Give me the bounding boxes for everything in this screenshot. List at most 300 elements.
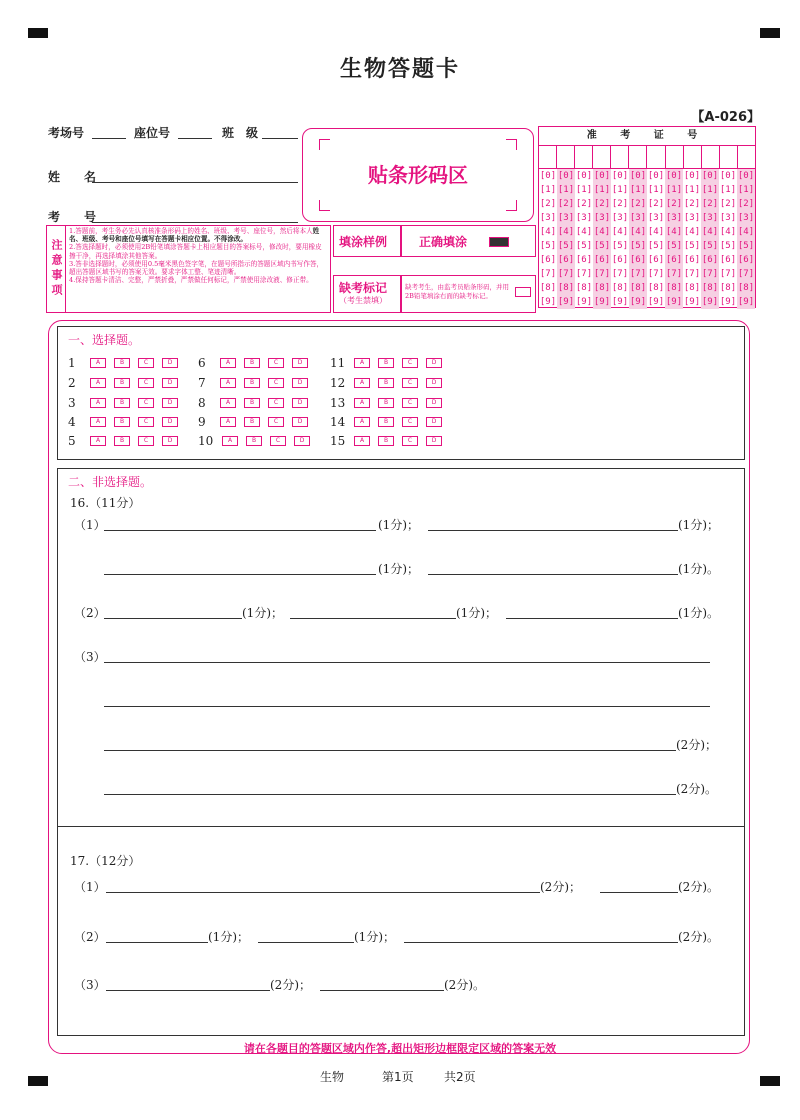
choice-bubble-c[interactable]: C bbox=[268, 378, 284, 388]
ticket-digit-bubble[interactable]: [8] bbox=[557, 283, 575, 293]
choice-bubble-c[interactable]: C bbox=[138, 436, 154, 446]
choice-bubble-b[interactable]: B bbox=[378, 417, 394, 427]
name-field[interactable] bbox=[92, 182, 298, 183]
choice-bubble-a[interactable]: A bbox=[220, 358, 236, 368]
ticket-digit-bubble[interactable]: [9] bbox=[557, 297, 575, 307]
q16-2-score-b: (1分)； bbox=[456, 606, 497, 620]
q16-1-blank-b[interactable] bbox=[428, 530, 678, 531]
ticket-digit-bubble[interactable]: [9] bbox=[629, 297, 647, 307]
ticket-write-boxes[interactable] bbox=[539, 146, 755, 169]
notes-box bbox=[46, 225, 331, 313]
ticket-digit-bubble[interactable]: [5] bbox=[629, 241, 647, 251]
choice-bubble-a[interactable]: A bbox=[354, 358, 370, 368]
choice-bubble-b[interactable]: B bbox=[246, 436, 262, 446]
q17-3-score-a: (2分)； bbox=[270, 978, 311, 992]
q17-part1-label: （1） bbox=[74, 880, 106, 894]
ticket-digit-bubble[interactable]: [2] bbox=[701, 199, 719, 209]
ticket-digit-bubble[interactable]: [7] bbox=[737, 269, 755, 279]
choice-bubble-a[interactable]: A bbox=[220, 417, 236, 427]
ticket-digit-bubble[interactable]: [8] bbox=[629, 283, 647, 293]
ticket-digit-bubble[interactable]: [6] bbox=[719, 255, 737, 265]
choice-number: 1 bbox=[68, 356, 76, 370]
choice-bubble-b[interactable]: B bbox=[244, 358, 260, 368]
choice-number: 2 bbox=[68, 376, 76, 390]
ticket-digit-bubble[interactable]: [0] bbox=[575, 171, 593, 181]
choice-number: 14 bbox=[330, 415, 346, 429]
ticket-digit-bubble[interactable]: [1] bbox=[647, 185, 665, 195]
ticket-digit-bubble[interactable]: [2] bbox=[737, 199, 755, 209]
absent-mark-box[interactable] bbox=[515, 287, 531, 297]
ticket-digit-bubble[interactable]: [5] bbox=[719, 241, 737, 251]
choice-bubble-b[interactable]: B bbox=[114, 417, 130, 427]
q17-2-score-b: (1分)； bbox=[354, 930, 395, 944]
choice-bubble-c[interactable]: C bbox=[268, 417, 284, 427]
q16-2-blank-c[interactable] bbox=[506, 618, 678, 619]
ticket-digit-bubble[interactable]: [7] bbox=[647, 269, 665, 279]
ticket-digit-bubble[interactable]: [2] bbox=[593, 199, 611, 209]
choice-bubble-c[interactable]: C bbox=[138, 358, 154, 368]
ticket-digit-bubble[interactable]: [4] bbox=[593, 227, 611, 237]
barcode-label: 贴条形码区 bbox=[368, 163, 468, 187]
ticket-digit-rows[interactable] bbox=[539, 169, 755, 309]
ticket-digit-bubble[interactable]: [5] bbox=[737, 241, 755, 251]
ticket-digit-row[interactable] bbox=[539, 295, 755, 309]
card-code: 【A-026】 bbox=[691, 110, 760, 125]
ticket-digit-bubble[interactable]: [7] bbox=[575, 269, 593, 279]
choice-question bbox=[198, 376, 308, 390]
answer-area-warning: 请在各题目的答题区域内作答,超出矩形边框限定区域的答案无效 bbox=[243, 1042, 557, 1055]
ticket-digit-bubble[interactable]: [6] bbox=[593, 255, 611, 265]
q16-3-score-b: (2分)。 bbox=[676, 782, 717, 796]
ticket-digit-bubble[interactable]: [5] bbox=[539, 241, 557, 251]
ticket-digit-bubble[interactable]: [7] bbox=[701, 269, 719, 279]
choice-bubble-d[interactable]: D bbox=[162, 378, 178, 388]
choice-bubble-c[interactable]: C bbox=[138, 417, 154, 427]
choice-bubble-c[interactable]: C bbox=[402, 398, 418, 408]
ticket-digit-bubble[interactable]: [3] bbox=[701, 213, 719, 223]
ticket-digit-bubble[interactable]: [8] bbox=[683, 283, 701, 293]
corner-mark-tl bbox=[28, 28, 48, 38]
ticket-digit-row[interactable] bbox=[539, 183, 755, 197]
ticket-digit-bubble[interactable]: [9] bbox=[683, 297, 701, 307]
ticket-digit-bubble[interactable]: [7] bbox=[719, 269, 737, 279]
ticket-digit-bubble[interactable]: [9] bbox=[539, 297, 557, 307]
ticket-digit-bubble[interactable]: [1] bbox=[557, 185, 575, 195]
q16-2-blank-b[interactable] bbox=[290, 618, 456, 619]
ticket-digit-bubble[interactable]: [3] bbox=[719, 213, 737, 223]
ticket-digit-bubble[interactable]: [1] bbox=[611, 185, 629, 195]
ticket-digit-row[interactable] bbox=[539, 169, 755, 183]
q16-3-line-4[interactable] bbox=[104, 794, 676, 795]
absent-desc: 缺考考生，由监考员贴条形码，并用2B铅笔填涂右面的缺考标记。 bbox=[405, 283, 509, 300]
choice-number: 9 bbox=[198, 415, 206, 429]
absent-sub-label: （考生禁填） bbox=[339, 296, 387, 305]
choice-bubble-b[interactable]: B bbox=[244, 378, 260, 388]
ticket-digit-bubble[interactable]: [4] bbox=[557, 227, 575, 237]
choice-bubble-c[interactable]: C bbox=[138, 398, 154, 408]
ticket-digit-bubble[interactable]: [4] bbox=[647, 227, 665, 237]
q17-3-blank-b[interactable] bbox=[320, 990, 444, 991]
ticket-digit-bubble[interactable]: [4] bbox=[629, 227, 647, 237]
ticket-digit-row[interactable] bbox=[539, 267, 755, 281]
q17-2-score-c: (2分)。 bbox=[678, 930, 719, 944]
ticket-digit-bubble[interactable]: [5] bbox=[683, 241, 701, 251]
ticket-digit-bubble[interactable]: [5] bbox=[593, 241, 611, 251]
choice-bubble-a[interactable]: A bbox=[90, 417, 106, 427]
choice-section-title: 一、选择题。 bbox=[68, 333, 141, 347]
choice-bubble-d[interactable]: D bbox=[426, 417, 442, 427]
ticket-digit-bubble[interactable]: [1] bbox=[683, 185, 701, 195]
ticket-digit-bubble[interactable]: [8] bbox=[539, 283, 557, 293]
footer-page: 第1页 bbox=[382, 1070, 414, 1084]
q16-part1-label: （1） bbox=[74, 518, 106, 532]
name-label: 姓 名 bbox=[48, 170, 97, 184]
choice-bubble-a[interactable]: A bbox=[354, 398, 370, 408]
q16-2-score-a: (1分)； bbox=[242, 606, 283, 620]
choice-question bbox=[330, 396, 442, 410]
q16-3-line-2[interactable] bbox=[104, 706, 710, 707]
choice-bubble-b[interactable]: B bbox=[244, 417, 260, 427]
ticket-digit-bubble[interactable]: [6] bbox=[665, 255, 683, 265]
choice-question bbox=[330, 376, 442, 390]
ticket-digit-row[interactable] bbox=[539, 253, 755, 267]
ticket-digit-bubble[interactable]: [9] bbox=[575, 297, 593, 307]
choice-bubble-d[interactable]: D bbox=[162, 358, 178, 368]
ticket-digit-bubble[interactable]: [8] bbox=[647, 283, 665, 293]
ticket-digit-bubble[interactable]: [0] bbox=[647, 171, 665, 181]
ticket-digit-row[interactable] bbox=[539, 225, 755, 239]
ticket-digit-bubble[interactable]: [9] bbox=[665, 297, 683, 307]
q17-1-blank-a[interactable] bbox=[106, 892, 540, 893]
choice-question bbox=[68, 376, 178, 390]
ticket-digit-bubble[interactable]: [2] bbox=[629, 199, 647, 209]
correct-fill-mark bbox=[489, 237, 509, 247]
choice-bubble-a[interactable]: A bbox=[90, 436, 106, 446]
ticket-digit-bubble[interactable]: [6] bbox=[539, 255, 557, 265]
notes-label: 注意事项 bbox=[47, 226, 66, 312]
ticket-digit-bubble[interactable]: [2] bbox=[575, 199, 593, 209]
choice-number: 7 bbox=[198, 376, 206, 390]
choice-question bbox=[198, 415, 308, 429]
non-choice-section bbox=[57, 468, 745, 1036]
ticket-digit-bubble[interactable]: [0] bbox=[683, 171, 701, 181]
q17-head: 17.（12分） bbox=[70, 854, 141, 868]
ticket-digit-bubble[interactable]: [8] bbox=[701, 283, 719, 293]
choice-bubble-a[interactable]: A bbox=[354, 378, 370, 388]
ticket-digit-bubble[interactable]: [6] bbox=[647, 255, 665, 265]
choice-bubble-c[interactable]: C bbox=[402, 358, 418, 368]
ticket-digit-bubble[interactable]: [3] bbox=[557, 213, 575, 223]
ticket-digit-bubble[interactable]: [6] bbox=[611, 255, 629, 265]
ticket-digit-bubble[interactable]: [9] bbox=[701, 297, 719, 307]
choice-bubble-b[interactable]: B bbox=[244, 398, 260, 408]
ticket-label: 准 考 证 号 bbox=[539, 127, 755, 146]
ticket-digit-bubble[interactable]: [4] bbox=[575, 227, 593, 237]
ticket-digit-bubble[interactable]: [8] bbox=[575, 283, 593, 293]
ticket-digit-bubble[interactable]: [4] bbox=[719, 227, 737, 237]
q16-3-line-3[interactable] bbox=[104, 750, 676, 751]
ticket-digit-bubble[interactable]: [4] bbox=[665, 227, 683, 237]
ticket-digit-bubble[interactable]: [5] bbox=[575, 241, 593, 251]
choice-question bbox=[198, 356, 308, 370]
choice-bubble-b[interactable]: B bbox=[378, 358, 394, 368]
fill-sample-label: 填涂样例 bbox=[339, 235, 388, 249]
ticket-digit-bubble[interactable]: [4] bbox=[539, 227, 557, 237]
ticket-digit-bubble[interactable]: [2] bbox=[539, 199, 557, 209]
choice-bubble-d[interactable]: D bbox=[294, 436, 310, 446]
q16-2-score-c: (1分)。 bbox=[678, 606, 719, 620]
correct-fill-label: 正确填涂 bbox=[419, 235, 468, 249]
ticket-digit-bubble[interactable]: [9] bbox=[737, 297, 755, 307]
q16-part2-label: （2） bbox=[74, 606, 106, 620]
choice-number: 12 bbox=[330, 376, 346, 390]
ticket-number-grid bbox=[538, 126, 756, 308]
room-field[interactable] bbox=[92, 138, 126, 139]
absent-label: 缺考标记 bbox=[339, 281, 388, 295]
choice-bubble-b[interactable]: B bbox=[114, 378, 130, 388]
ticket-digit-bubble[interactable]: [1] bbox=[575, 185, 593, 195]
q17-part3-label: （3） bbox=[74, 978, 106, 992]
choice-number: 4 bbox=[68, 415, 76, 429]
q16-1-score-b: (1分)； bbox=[678, 518, 719, 532]
ticket-digit-bubble[interactable]: [7] bbox=[539, 269, 557, 279]
choice-bubble-c[interactable]: C bbox=[402, 378, 418, 388]
q16-3-line-1[interactable] bbox=[104, 662, 710, 663]
choice-bubble-d[interactable]: D bbox=[162, 436, 178, 446]
choice-bubble-c[interactable]: C bbox=[270, 436, 286, 446]
choice-bubble-d[interactable]: D bbox=[426, 436, 442, 446]
choice-question bbox=[198, 434, 310, 448]
class-label: 班 级 bbox=[222, 126, 259, 140]
q17-1-score-a: (2分)； bbox=[540, 880, 581, 894]
choice-bubble-b[interactable]: B bbox=[114, 436, 130, 446]
ticket-digit-bubble[interactable]: [3] bbox=[539, 213, 557, 223]
q17-2-blank-a[interactable] bbox=[106, 942, 208, 943]
room-label: 考场号 bbox=[48, 126, 85, 140]
ticket-digit-bubble[interactable]: [1] bbox=[539, 185, 557, 195]
ticket-digit-bubble[interactable]: [6] bbox=[701, 255, 719, 265]
q17-part2-label: （2） bbox=[74, 930, 106, 944]
ticket-digit-bubble[interactable]: [1] bbox=[719, 185, 737, 195]
ticket-digit-bubble[interactable]: [3] bbox=[593, 213, 611, 223]
ticket-digit-bubble[interactable]: [3] bbox=[611, 213, 629, 223]
q16-1-score-d: (1分)。 bbox=[678, 562, 719, 576]
choice-bubble-d[interactable]: D bbox=[292, 378, 308, 388]
ticket-digit-bubble[interactable]: [3] bbox=[683, 213, 701, 223]
choice-bubble-c[interactable]: C bbox=[138, 378, 154, 388]
seat-field[interactable] bbox=[178, 138, 212, 139]
ticket-digit-bubble[interactable]: [2] bbox=[719, 199, 737, 209]
choice-bubble-d[interactable]: D bbox=[292, 358, 308, 368]
ticket-digit-bubble[interactable]: [8] bbox=[719, 283, 737, 293]
choice-bubble-c[interactable]: C bbox=[402, 436, 418, 446]
exam-no-label: 考 号 bbox=[48, 210, 97, 224]
ticket-digit-bubble[interactable]: [5] bbox=[611, 241, 629, 251]
ticket-digit-bubble[interactable]: [2] bbox=[665, 199, 683, 209]
ticket-digit-bubble[interactable]: [7] bbox=[557, 269, 575, 279]
choice-number: 5 bbox=[68, 434, 76, 448]
choice-number: 13 bbox=[330, 396, 346, 410]
q17-1-score-b: (2分)。 bbox=[678, 880, 719, 894]
q17-1-blank-b[interactable] bbox=[600, 892, 678, 893]
ticket-digit-bubble[interactable]: [4] bbox=[701, 227, 719, 237]
choice-number: 11 bbox=[330, 356, 346, 370]
q16-2-blank-a[interactable] bbox=[104, 618, 242, 619]
choice-bubble-b[interactable]: B bbox=[378, 378, 394, 388]
q16-1-score-c: (1分)； bbox=[378, 562, 419, 576]
choice-bubble-a[interactable]: A bbox=[90, 358, 106, 368]
ticket-digit-bubble[interactable]: [1] bbox=[701, 185, 719, 195]
ticket-digit-bubble[interactable]: [4] bbox=[611, 227, 629, 237]
ticket-digit-bubble[interactable]: [2] bbox=[683, 199, 701, 209]
non-choice-section-title: 二、非选择题。 bbox=[68, 475, 153, 489]
ticket-digit-bubble[interactable]: [2] bbox=[647, 199, 665, 209]
ticket-digit-bubble[interactable]: [5] bbox=[665, 241, 683, 251]
choice-bubble-d[interactable]: D bbox=[426, 358, 442, 368]
choice-question bbox=[68, 415, 178, 429]
q17-3-score-b: (2分)。 bbox=[444, 978, 485, 992]
choice-bubble-a[interactable]: A bbox=[222, 436, 238, 446]
choice-bubble-c[interactable]: C bbox=[268, 398, 284, 408]
ticket-digit-bubble[interactable]: [9] bbox=[647, 297, 665, 307]
choice-question bbox=[198, 396, 308, 410]
ticket-digit-bubble[interactable]: [7] bbox=[683, 269, 701, 279]
q16-head: 16.（11分） bbox=[70, 496, 141, 510]
q16-1-blank-d[interactable] bbox=[428, 574, 678, 575]
ticket-digit-bubble[interactable]: [3] bbox=[629, 213, 647, 223]
ticket-digit-bubble[interactable]: [8] bbox=[665, 283, 683, 293]
ticket-digit-row[interactable] bbox=[539, 281, 755, 295]
choice-bubble-a[interactable]: A bbox=[354, 417, 370, 427]
corner-mark-br bbox=[760, 1076, 780, 1086]
ticket-digit-bubble[interactable]: [0] bbox=[665, 171, 683, 181]
ticket-digit-bubble[interactable]: [8] bbox=[593, 283, 611, 293]
q16-1-score-a: (1分)； bbox=[378, 518, 419, 532]
ticket-digit-bubble[interactable]: [6] bbox=[629, 255, 647, 265]
ticket-digit-bubble[interactable]: [8] bbox=[611, 283, 629, 293]
choice-bubble-d[interactable]: D bbox=[162, 417, 178, 427]
choice-bubble-d[interactable]: D bbox=[292, 398, 308, 408]
q17-2-score-a: (1分)； bbox=[208, 930, 249, 944]
ticket-digit-bubble[interactable]: [9] bbox=[593, 297, 611, 307]
ticket-digit-bubble[interactable]: [1] bbox=[665, 185, 683, 195]
choice-number: 15 bbox=[330, 434, 346, 448]
ticket-digit-bubble[interactable]: [0] bbox=[719, 171, 737, 181]
ticket-digit-bubble[interactable]: [1] bbox=[593, 185, 611, 195]
choice-bubble-d[interactable]: D bbox=[426, 398, 442, 408]
seat-label: 座位号 bbox=[134, 126, 171, 140]
choice-bubble-b[interactable]: B bbox=[378, 398, 394, 408]
ticket-digit-row[interactable] bbox=[539, 211, 755, 225]
choice-question bbox=[68, 434, 178, 448]
class-field[interactable] bbox=[262, 138, 298, 139]
choice-question bbox=[68, 356, 178, 370]
ticket-digit-bubble[interactable]: [7] bbox=[593, 269, 611, 279]
q17-2-blank-b[interactable] bbox=[258, 942, 354, 943]
choice-number: 8 bbox=[198, 396, 206, 410]
ticket-digit-row[interactable] bbox=[539, 197, 755, 211]
ticket-digit-bubble[interactable]: [2] bbox=[611, 199, 629, 209]
choice-bubble-a[interactable]: A bbox=[220, 398, 236, 408]
ticket-digit-bubble[interactable]: [6] bbox=[737, 255, 755, 265]
ticket-digit-bubble[interactable]: [0] bbox=[737, 171, 755, 181]
choice-bubble-b[interactable]: B bbox=[114, 358, 130, 368]
exam-no-field[interactable] bbox=[92, 222, 298, 223]
ticket-digit-bubble[interactable]: [7] bbox=[611, 269, 629, 279]
ticket-digit-bubble[interactable]: [9] bbox=[719, 297, 737, 307]
q16-part3-label: （3） bbox=[74, 650, 106, 664]
ticket-digit-bubble[interactable]: [5] bbox=[557, 241, 575, 251]
choice-bubble-d[interactable]: D bbox=[292, 417, 308, 427]
ticket-digit-bubble[interactable]: [5] bbox=[701, 241, 719, 251]
choice-bubble-b[interactable]: B bbox=[378, 436, 394, 446]
ticket-digit-bubble[interactable]: [1] bbox=[737, 185, 755, 195]
ticket-digit-bubble[interactable]: [2] bbox=[557, 199, 575, 209]
ticket-digit-bubble[interactable]: [0] bbox=[557, 171, 575, 181]
choice-bubble-a[interactable]: A bbox=[220, 378, 236, 388]
choice-bubble-b[interactable]: B bbox=[114, 398, 130, 408]
choice-bubble-a[interactable]: A bbox=[90, 378, 106, 388]
q17-3-blank-a[interactable] bbox=[106, 990, 270, 991]
q16-1-blank-a[interactable] bbox=[104, 530, 376, 531]
ticket-digit-bubble[interactable]: [7] bbox=[665, 269, 683, 279]
corner-mark-tr bbox=[760, 28, 780, 38]
choice-bubble-d[interactable]: D bbox=[162, 398, 178, 408]
choice-bubble-a[interactable]: A bbox=[90, 398, 106, 408]
choice-bubble-d[interactable]: D bbox=[426, 378, 442, 388]
ticket-digit-bubble[interactable]: [0] bbox=[593, 171, 611, 181]
ticket-digit-bubble[interactable]: [0] bbox=[611, 171, 629, 181]
choice-bubble-c[interactable]: C bbox=[402, 417, 418, 427]
ticket-digit-bubble[interactable]: [0] bbox=[701, 171, 719, 181]
page-title: 生物答题卡 bbox=[339, 56, 460, 82]
ticket-digit-bubble[interactable]: [1] bbox=[629, 185, 647, 195]
ticket-digit-bubble[interactable]: [3] bbox=[575, 213, 593, 223]
ticket-digit-bubble[interactable]: [6] bbox=[683, 255, 701, 265]
notes-text: 1.答题前，考生务必先认真核准条形码上的姓名、班级、考号、座位号，然后将本人姓名、班级、考号和座位号填写在答题卡相应位置。不得涂改。 2.答选择题时，必须使用2B铅笔填涂答题卡上相应题目的答案标号，修改时，要用橡皮擦干净，再选择填涂其他答案。 3.答非选择题时，必须使用0.5毫米黑色签字笔，在题号所指示的答题区域内书写作答，超出答题区域书写的答案无效。要求字体工整、笔迹清晰。 4.保持答题卡清洁、完整，严禁折叠，严禁做任何标记，严禁使用涂改液、修正带。 bbox=[69, 227, 324, 285]
ticket-digit-bubble[interactable]: [0] bbox=[629, 171, 647, 181]
q16-3-score-a: (2分)； bbox=[676, 738, 717, 752]
q-divider bbox=[57, 826, 745, 827]
ticket-digit-row[interactable] bbox=[539, 239, 755, 253]
ticket-digit-bubble[interactable]: [7] bbox=[629, 269, 647, 279]
footer-subject: 生物 bbox=[320, 1070, 345, 1084]
choice-bubble-a[interactable]: A bbox=[354, 436, 370, 446]
ticket-digit-bubble[interactable]: [3] bbox=[665, 213, 683, 223]
q17-2-blank-c[interactable] bbox=[404, 942, 678, 943]
ticket-digit-bubble[interactable]: [0] bbox=[539, 171, 557, 181]
footer-total: 共2页 bbox=[444, 1070, 476, 1084]
choice-number: 3 bbox=[68, 396, 76, 410]
corner-mark-bl bbox=[28, 1076, 48, 1086]
ticket-digit-bubble[interactable]: [5] bbox=[647, 241, 665, 251]
q16-1-blank-c[interactable] bbox=[104, 574, 376, 575]
ticket-digit-bubble[interactable]: [4] bbox=[683, 227, 701, 237]
choice-question bbox=[330, 356, 442, 370]
ticket-digit-bubble[interactable]: [3] bbox=[737, 213, 755, 223]
choice-number: 6 bbox=[198, 356, 206, 370]
choice-question bbox=[68, 396, 178, 410]
ticket-digit-bubble[interactable]: [6] bbox=[557, 255, 575, 265]
choice-question bbox=[330, 434, 442, 448]
choice-question bbox=[330, 415, 442, 429]
ticket-digit-bubble[interactable]: [9] bbox=[611, 297, 629, 307]
ticket-digit-bubble[interactable]: [8] bbox=[737, 283, 755, 293]
ticket-digit-bubble[interactable]: [3] bbox=[647, 213, 665, 223]
ticket-digit-bubble[interactable]: [4] bbox=[737, 227, 755, 237]
ticket-digit-bubble[interactable]: [6] bbox=[575, 255, 593, 265]
choice-bubble-c[interactable]: C bbox=[268, 358, 284, 368]
